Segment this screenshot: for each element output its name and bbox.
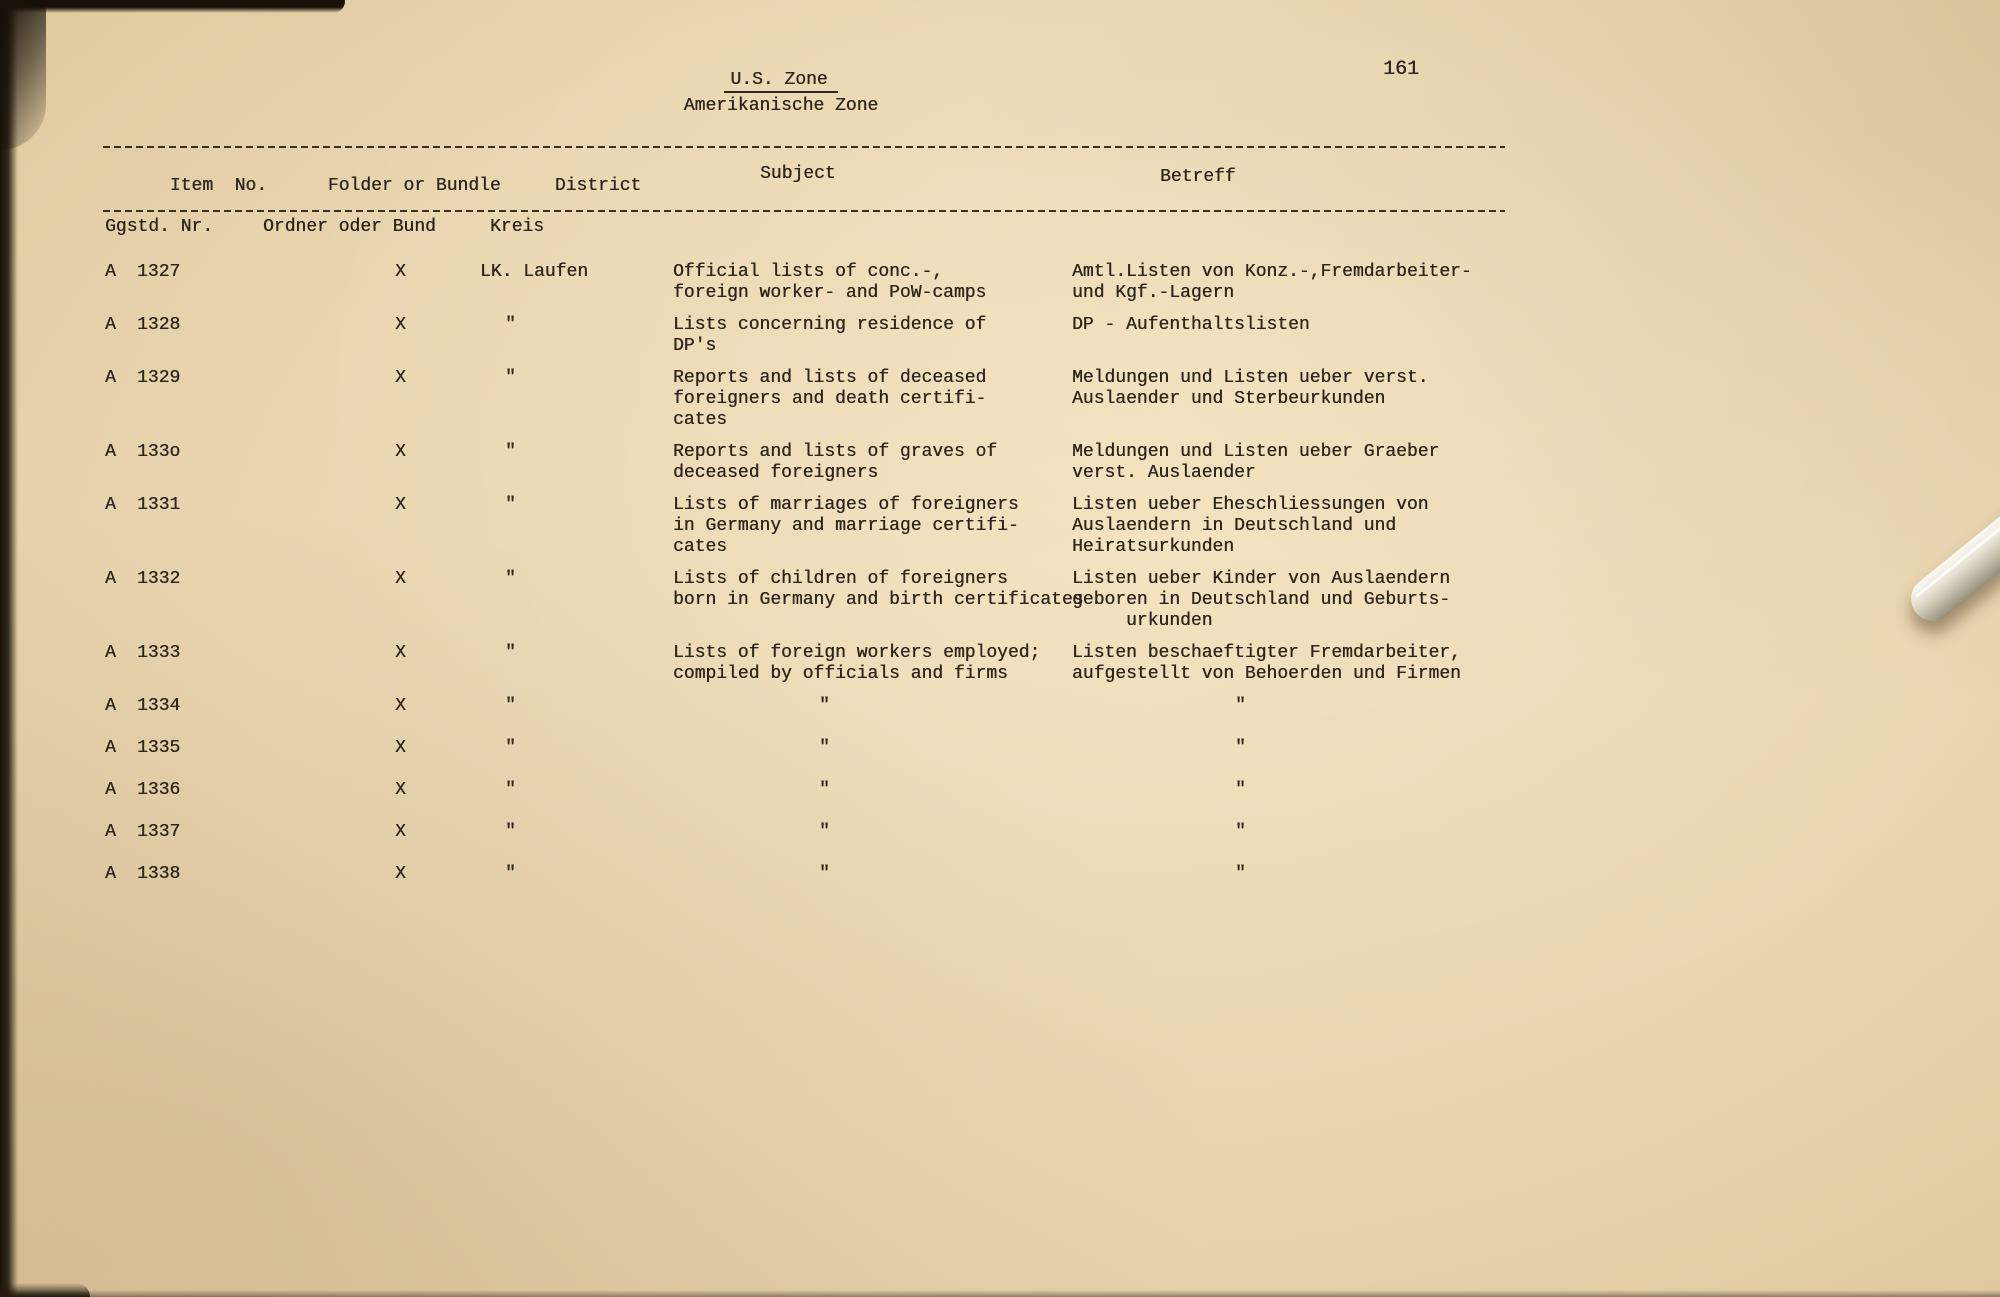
cell-betreff-line: " [1235, 864, 1246, 884]
cell-district [480, 738, 516, 759]
table-row [0, 442, 2000, 484]
cell-item-no: 1336 [137, 780, 181, 800]
column-header-folder-de: Ordner oder Bund [263, 217, 436, 237]
table-row [0, 368, 2000, 431]
cell-district-line: " [505, 696, 516, 716]
cell-folder-mark: X [395, 442, 406, 462]
scan-bottom-left-shadow [0, 1283, 90, 1297]
cell-folder-mark: X [395, 780, 406, 800]
column-header-item [105, 156, 267, 277]
cell-district-line: " [505, 643, 516, 663]
cell-district [480, 822, 516, 843]
cell-betreff-line: verst. Auslaender [1072, 463, 1256, 483]
column-header-item-en: Item No. [169, 176, 268, 196]
cell-subject-line: cates [673, 537, 728, 557]
column-header-district [490, 156, 641, 277]
cell-item-no: 1328 [137, 315, 181, 335]
cell-subject-line: DP's [673, 336, 717, 356]
cell-item-no: 1332 [137, 569, 181, 589]
table-rule-top [103, 146, 1505, 148]
cell-betreff-line: Listen ueber Eheschliessungen von [1072, 495, 1429, 515]
cell-folder-mark: X [395, 696, 406, 716]
cell-item-letter: A [105, 822, 116, 842]
cell-betreff [1072, 315, 1310, 336]
column-header-betreff: Betreff [1160, 167, 1236, 187]
cell-folder-mark: X [395, 822, 406, 842]
cell-betreff-line: DP - Aufenthaltslisten [1072, 315, 1310, 335]
cell-subject-line: " [819, 864, 830, 884]
cell-subject-line: deceased foreigners [673, 463, 879, 483]
cell-item-no: 1329 [137, 368, 181, 388]
cell-item-letter: A [105, 643, 116, 663]
column-header-district-en: District [554, 176, 642, 196]
cell-folder-mark: X [395, 495, 406, 515]
table-row [0, 738, 2000, 759]
cell-betreff-line: Heiratsurkunden [1072, 537, 1235, 557]
cell-item-letter: A [105, 315, 116, 335]
table-row [0, 822, 2000, 843]
column-header-district-de: Kreis [490, 217, 545, 237]
cell-item-no: 1333 [137, 643, 181, 663]
cell-betreff-line: Listen beschaeftigter Fremdarbeiter, [1072, 643, 1461, 663]
cell-district-line: " [505, 569, 516, 589]
cell-betreff-line: Auslaendern in Deutschland und [1072, 516, 1397, 536]
cell-subject [673, 643, 1040, 685]
cell-item-no: 133o [137, 442, 181, 462]
cell-item-no: 1335 [137, 738, 181, 758]
cell-item-letter: A [105, 569, 116, 589]
cell-betreff-line: Meldungen und Listen ueber Graeber [1072, 442, 1440, 462]
cell-subject [673, 738, 830, 759]
cell-district-line: " [505, 495, 516, 515]
cell-betreff-line: " [1235, 738, 1246, 758]
cell-district-line: " [505, 368, 516, 388]
column-header-item-de: Ggstd. Nr. [105, 217, 214, 237]
table-row [0, 780, 2000, 801]
cell-subject-line: Lists of foreign workers employed; [673, 643, 1041, 663]
cell-betreff [1072, 696, 1246, 717]
table-row [0, 864, 2000, 885]
cell-district [480, 696, 516, 717]
table-row [0, 315, 2000, 357]
cell-district-line: " [505, 442, 516, 462]
cell-subject [673, 315, 986, 357]
cell-folder-mark: X [395, 368, 406, 388]
cell-subject-line: foreign worker- and PoW-camps [673, 283, 987, 303]
cell-betreff-line: Meldungen und Listen ueber verst. [1072, 368, 1429, 388]
cell-subject [673, 368, 986, 431]
cell-district [480, 643, 516, 664]
cell-folder-mark: X [395, 738, 406, 758]
table-row [0, 495, 2000, 558]
cell-subject-line: foreigners and death certifi- [673, 389, 987, 409]
cell-item-letter: A [105, 864, 116, 884]
cell-betreff-line: Listen ueber Kinder von Auslaendern [1072, 569, 1451, 589]
cell-district-line: " [505, 822, 516, 842]
cell-betreff-line: " [1235, 822, 1246, 842]
cell-item-no: 1334 [137, 696, 181, 716]
cell-betreff-line: " [1235, 696, 1246, 716]
cell-subject [673, 696, 830, 717]
cell-betreff-line: und Kgf.-Lagern [1072, 283, 1235, 303]
cell-betreff-line: Auslaender und Sterbeurkunden [1072, 389, 1386, 409]
cell-subject-line: cates [673, 410, 728, 430]
table-row [0, 643, 2000, 685]
table-row [0, 569, 2000, 632]
cell-betreff [1072, 495, 1428, 558]
cell-district-line: LK. Laufen [480, 262, 589, 282]
page-subtitle: Amerikanische Zone [683, 96, 879, 116]
cell-subject-line: " [819, 822, 830, 842]
cell-district [480, 262, 588, 283]
cell-item-no: 1327 [137, 262, 181, 282]
scan-corner-shadow [0, 0, 46, 150]
cell-district [480, 569, 516, 590]
cell-district-line: " [505, 864, 516, 884]
cell-item-letter: A [105, 442, 116, 462]
table-row [0, 262, 2000, 304]
cell-subject [673, 495, 1019, 558]
cell-subject-line: Official lists of conc.-, [673, 262, 944, 282]
scan-top-edge [0, 0, 345, 13]
cell-betreff [1072, 368, 1428, 410]
cell-subject-line: Lists of marriages of foreigners [673, 495, 1019, 515]
cell-betreff-line: aufgestellt von Behoerden und Firmen [1072, 664, 1461, 684]
cell-district [480, 864, 516, 885]
cell-subject [673, 442, 997, 484]
cell-betreff [1072, 442, 1439, 484]
scan-bottom-edge [0, 1290, 2000, 1297]
cell-subject [673, 864, 830, 885]
cell-item-letter: A [105, 780, 116, 800]
table-row [0, 696, 2000, 717]
cell-subject-line: " [819, 738, 830, 758]
cell-betreff-line: Amtl.Listen von Konz.-,Fremdarbeiter- [1072, 262, 1472, 282]
cell-district [480, 780, 516, 801]
cell-item-letter: A [105, 495, 116, 515]
cell-folder-mark: X [395, 643, 406, 663]
cell-district [480, 442, 516, 463]
cell-district [480, 315, 516, 336]
cell-betreff [1072, 643, 1461, 685]
cell-subject-line: born in Germany and birth certificates [673, 590, 1084, 610]
cell-district [480, 495, 516, 516]
cell-subject-line: " [819, 696, 830, 716]
cell-folder-mark: X [395, 864, 406, 884]
cell-item-no: 1337 [137, 822, 181, 842]
cell-subject [673, 262, 986, 304]
column-header-folder-en: Folder or Bundle [327, 176, 501, 196]
cell-folder-mark: X [395, 315, 406, 335]
cell-subject-line: in Germany and marriage certifi- [673, 516, 1019, 536]
cell-betreff-line: " [1235, 780, 1246, 800]
cell-betreff-line: urkunden [1072, 611, 1213, 631]
cell-betreff [1072, 822, 1246, 843]
cell-betreff [1072, 864, 1246, 885]
page-number: 161 [1383, 58, 1420, 81]
cell-item-letter: A [105, 368, 116, 388]
cell-subject [673, 822, 830, 843]
cell-subject-line: " [819, 780, 830, 800]
cell-district-line: " [505, 738, 516, 758]
column-header-subject: Subject [760, 164, 836, 184]
cell-district-line: " [505, 780, 516, 800]
cell-betreff [1072, 569, 1450, 632]
cell-district-line: " [505, 315, 516, 335]
column-header-folder [263, 156, 501, 277]
cell-item-no: 1338 [137, 864, 181, 884]
cell-betreff-line: geboren in Deutschland und Geburts- [1072, 590, 1451, 610]
cell-subject [673, 569, 1083, 611]
cell-subject-line: Reports and lists of graves of [673, 442, 998, 462]
cell-folder-mark: X [395, 569, 406, 589]
cell-item-letter: A [105, 696, 116, 716]
cell-folder-mark: X [395, 262, 406, 282]
cell-district [480, 368, 516, 389]
cell-subject-line: Lists of children of foreigners [673, 569, 1008, 589]
cell-item-no: 1331 [137, 495, 181, 515]
title-block [556, 70, 1006, 116]
page-title: U.S. Zone [724, 70, 837, 93]
cell-subject [673, 780, 830, 801]
cell-item-letter: A [105, 262, 116, 282]
cell-betreff [1072, 780, 1246, 801]
cell-subject-line: Reports and lists of deceased [673, 368, 987, 388]
cell-betreff [1072, 738, 1246, 759]
cell-subject-line: compiled by officials and firms [673, 664, 1008, 684]
cell-item-letter: A [105, 738, 116, 758]
cell-betreff [1072, 262, 1472, 304]
cell-subject-line: Lists concerning residence of [673, 315, 987, 335]
table-body [0, 262, 2000, 906]
